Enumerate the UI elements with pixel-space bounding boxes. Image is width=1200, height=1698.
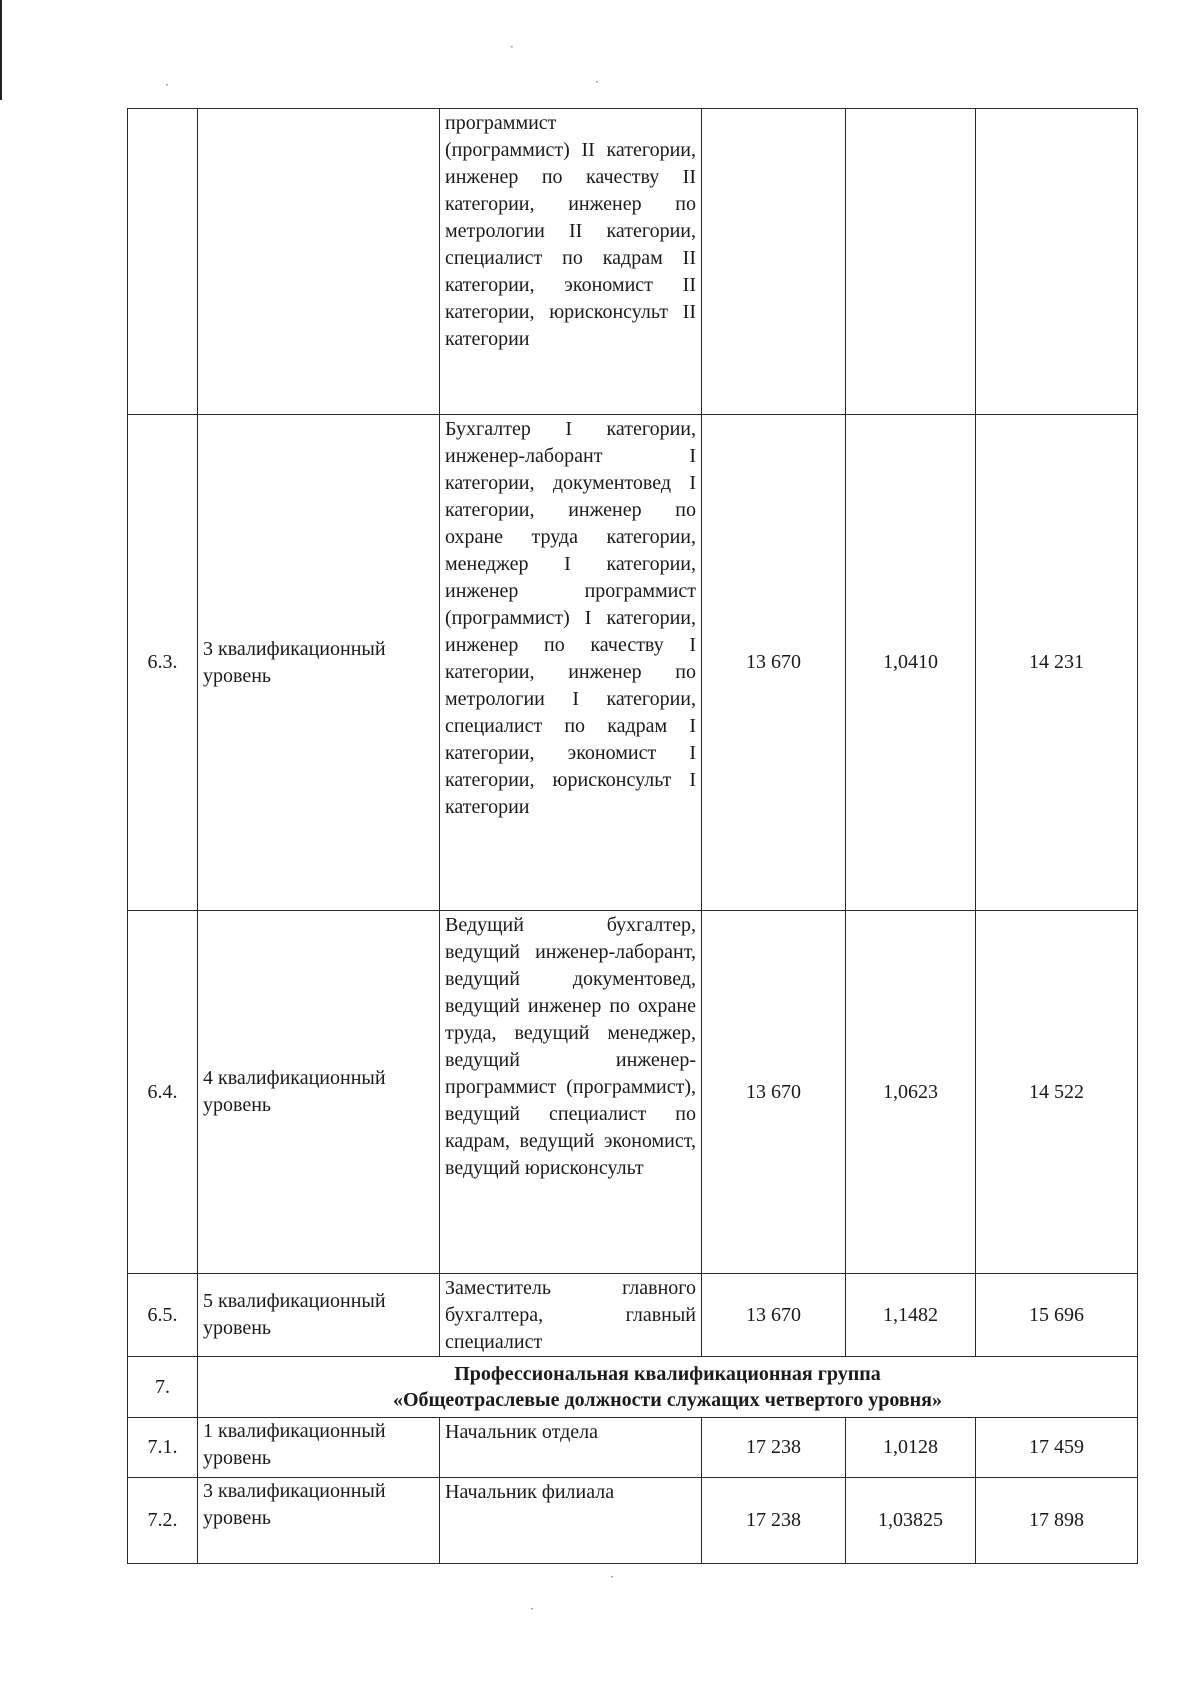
- qualification-level: [198, 109, 440, 415]
- row-number: 6.5.: [128, 1274, 198, 1357]
- scan-speck: ·: [595, 75, 599, 89]
- positions-list: Начальник отдела: [440, 1418, 702, 1478]
- scan-speck: ·: [610, 1570, 614, 1584]
- row-number: 7.2.: [128, 1478, 198, 1564]
- base-salary: [702, 109, 846, 415]
- positions-list: программист (программист) II категории, инженер по качеству II категории, инженер по метрологии II категории, специалист по кадрам II категории, экономист II категории, юрисконсульт II категории: [440, 109, 702, 415]
- salary: [976, 109, 1138, 415]
- row-number: [128, 109, 198, 415]
- salary: 14 522: [976, 911, 1138, 1274]
- row-number: 7.1.: [128, 1418, 198, 1478]
- group-number: 7.: [128, 1357, 198, 1418]
- group-title-line-2: «Общеотраслевые должности служащих четвертого уровня»: [392, 1389, 942, 1411]
- coefficient: 1,0623: [846, 911, 976, 1274]
- group-header-row: [128, 1357, 1138, 1418]
- coefficient: 1,0128: [846, 1418, 976, 1478]
- base-salary: 13 670: [702, 911, 846, 1274]
- positions-list: Начальник филиала: [440, 1478, 702, 1564]
- group-title-line-1: Профессиональная квалификационная группа: [454, 1363, 881, 1385]
- base-salary: 13 670: [702, 1274, 846, 1357]
- salary: 15 696: [976, 1274, 1138, 1357]
- qualification-level: 1 квалификационный уровень: [198, 1418, 440, 1478]
- base-salary: 17 238: [702, 1418, 846, 1478]
- table-row: [128, 1418, 1138, 1478]
- base-salary: 13 670: [702, 415, 846, 911]
- scan-edge-mark: [0, 0, 2, 100]
- salary: 17 459: [976, 1418, 1138, 1478]
- table-row: [128, 415, 1138, 911]
- qualification-level: 4 квалификационный уровень: [198, 911, 440, 1274]
- base-salary: 17 238: [702, 1478, 846, 1564]
- coefficient: 1,0410: [846, 415, 976, 911]
- qualification-level: 3 квалификационный уровень: [198, 1478, 440, 1564]
- qualification-level: 5 квалификационный уровень: [198, 1274, 440, 1357]
- table-row: [128, 1274, 1138, 1357]
- positions-list: Заместитель главного бухгалтера, главный специалист: [440, 1274, 702, 1357]
- salary: 17 898: [976, 1478, 1138, 1564]
- table-row: [128, 109, 1138, 415]
- coefficient: 1,1482: [846, 1274, 976, 1357]
- table-row: [128, 911, 1138, 1274]
- coefficient: 1,03825: [846, 1478, 976, 1564]
- coefficient: [846, 109, 976, 415]
- group-title: [198, 1357, 1138, 1418]
- scan-speck: ·: [165, 78, 169, 92]
- table-row: [128, 1478, 1138, 1564]
- qualification-level: 3 квалификационный уровень: [198, 415, 440, 911]
- positions-list: Ведущий бухгалтер, ведущий инженер-лаборант, ведущий документовед, ведущий инженер по охране труда, ведущий менеджер, ведущий инженер-программист (программист), ведущий специалист по кадрам, ведущий экономист, ведущий юрисконсульт: [440, 911, 702, 1274]
- salary-table: [127, 108, 1138, 1564]
- salary: 14 231: [976, 415, 1138, 911]
- row-number: 6.4.: [128, 911, 198, 1274]
- scan-speck: ·: [530, 1602, 534, 1616]
- scan-speck: ·: [510, 40, 514, 54]
- positions-list: Бухгалтер I категории, инженер-лаборант I категории, документовед I категории, инженер по охране труда категории, менеджер I категории, инженер программист (программист) I категории, инженер по качеству I категории, инженер по метрологии I категории, специалист по кадрам I категории, экономист I категории, юрисконсульт I категории: [440, 415, 702, 911]
- row-number: 6.3.: [128, 415, 198, 911]
